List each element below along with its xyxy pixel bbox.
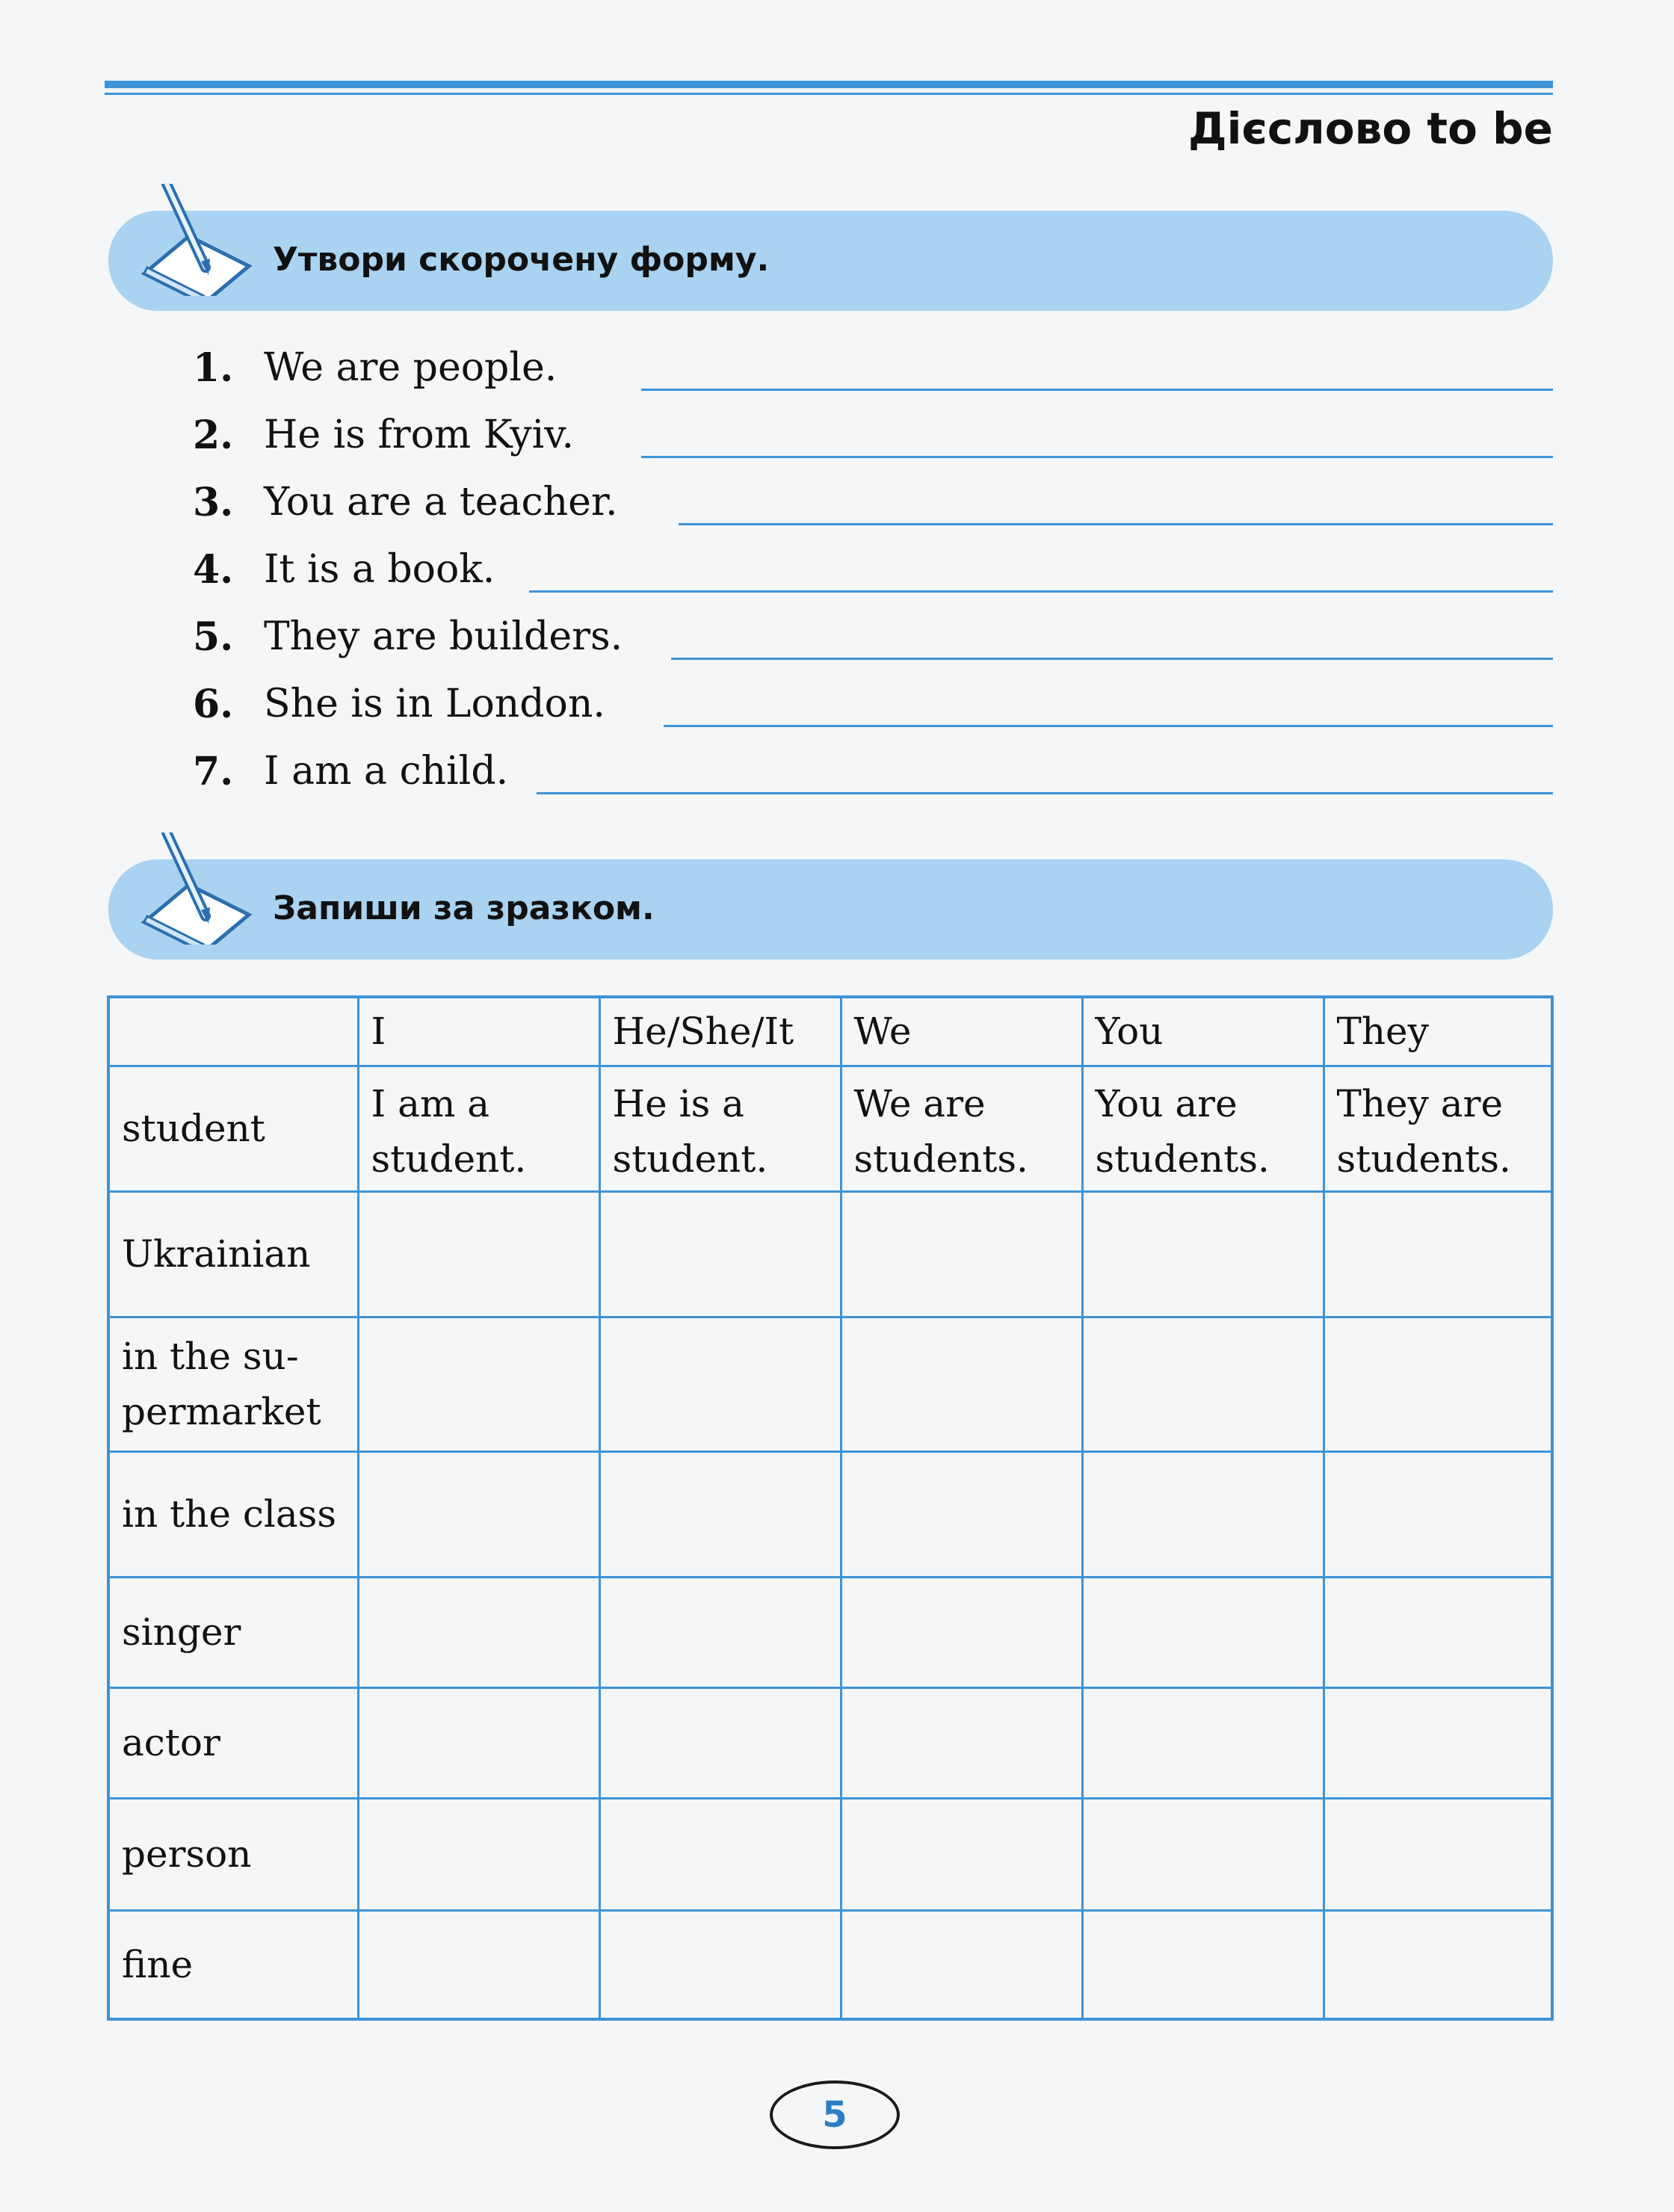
answer-cell[interactable] [1082,1798,1324,1910]
answer-cell[interactable] [1324,1687,1552,1798]
table-header-cell: We [841,997,1082,1066]
table-header-cell: I [358,997,599,1066]
item-number: 4. [193,547,234,593]
answer-cell[interactable] [599,1687,841,1798]
table-header-cell: He/She/It [599,997,841,1066]
answer-cell[interactable] [841,1910,1082,2019]
answer-cell[interactable] [1324,1451,1552,1577]
item-number: 2. [193,413,234,458]
example-cell: We are students. [841,1066,1082,1191]
exercise1-list [193,342,1553,813]
table-row [108,1317,1552,1451]
answer-cell[interactable] [599,1798,841,1910]
example-cell: They are students. [1324,1066,1552,1191]
table-row [108,1910,1552,2019]
answer-cell[interactable] [1324,1191,1552,1317]
example-cell: I am a student. [358,1066,599,1191]
table-header-cell: You [1082,997,1324,1066]
answer-cell[interactable] [1324,1910,1552,2019]
answer-cell[interactable] [841,1687,1082,1798]
answer-cell[interactable] [841,1798,1082,1910]
answer-cell[interactable] [599,1191,841,1317]
answer-cell[interactable] [1082,1451,1324,1577]
exercise2-banner [108,859,1553,960]
answer-line[interactable] [641,456,1553,458]
header-rule-thin [105,93,1553,95]
list-item [193,342,1553,410]
exercise2-instruction: Запиши за зразком. [273,889,655,927]
row-label: singer [108,1577,358,1687]
row-label: actor [108,1687,358,1798]
list-item [193,477,1553,544]
answer-line[interactable] [641,389,1553,391]
answer-cell[interactable] [1324,1798,1552,1910]
row-label: person [108,1798,358,1910]
answer-cell[interactable] [1082,1577,1324,1687]
item-sentence: He is from Kyiv. [264,413,575,457]
item-sentence: They are builders. [264,614,623,659]
answer-cell[interactable] [841,1191,1082,1317]
item-sentence: It is a book. [264,547,495,592]
item-number: 5. [193,614,234,660]
answer-cell[interactable] [841,1451,1082,1577]
item-number: 3. [193,480,234,525]
list-item [193,611,1553,679]
row-label: Ukrainian [108,1191,358,1317]
item-number: 7. [193,749,234,794]
answer-line[interactable] [529,590,1553,593]
answer-line[interactable] [671,658,1553,660]
conjugation-table [107,995,1554,2021]
answer-cell[interactable] [358,1191,599,1317]
table-row [108,1451,1552,1577]
list-item [193,679,1553,746]
example-cell: You are students. [1082,1066,1324,1191]
answer-cell[interactable] [358,1317,599,1451]
table-header-cell: They [1324,997,1552,1066]
answer-cell[interactable] [358,1798,599,1910]
exercise1-instruction: Утвори скорочену форму. [273,241,770,279]
list-item [193,746,1553,813]
row-label: in the su-permarket [108,1317,358,1451]
page-title: Дієслово to be [1188,103,1553,154]
answer-cell[interactable] [599,1317,841,1451]
answer-cell[interactable] [841,1577,1082,1687]
row-label: student [108,1066,358,1191]
answer-cell[interactable] [358,1910,599,2019]
item-sentence: We are people. [264,345,558,390]
row-label: in the class [108,1451,358,1577]
answer-cell[interactable] [841,1317,1082,1451]
page-number: 5 [770,2080,900,2149]
answer-cell[interactable] [599,1451,841,1577]
answer-cell[interactable] [1324,1317,1552,1451]
answer-cell[interactable] [358,1687,599,1798]
notepad-pencil-icon [137,184,256,296]
table-row [108,1577,1552,1687]
row-label: fine [108,1910,358,2019]
item-sentence: I am a child. [264,749,509,794]
answer-cell[interactable] [358,1451,599,1577]
table-row [108,1066,1552,1191]
answer-cell[interactable] [1082,1910,1324,2019]
answer-cell[interactable] [599,1577,841,1687]
exercise1-banner [108,211,1553,311]
list-item [193,410,1553,477]
item-number: 1. [193,345,234,391]
answer-cell[interactable] [599,1910,841,2019]
item-sentence: She is in London. [264,682,605,726]
answer-cell[interactable] [358,1577,599,1687]
example-cell: He is a student. [599,1066,841,1191]
header-rule [105,81,1553,88]
table-row [108,1798,1552,1910]
answer-cell[interactable] [1324,1577,1552,1687]
table-row [108,1191,1552,1317]
table-header-row [108,997,1552,1066]
answer-cell[interactable] [1082,1687,1324,1798]
answer-cell[interactable] [1082,1191,1324,1317]
item-number: 6. [193,682,234,727]
answer-line[interactable] [537,792,1553,794]
answer-line[interactable] [664,725,1553,727]
answer-line[interactable] [679,523,1553,525]
notepad-pencil-icon [137,832,256,945]
table-header-cell [108,997,358,1066]
table-row [108,1687,1552,1798]
item-sentence: You are a teacher. [264,480,618,525]
list-item [193,544,1553,611]
answer-cell[interactable] [1082,1317,1324,1451]
